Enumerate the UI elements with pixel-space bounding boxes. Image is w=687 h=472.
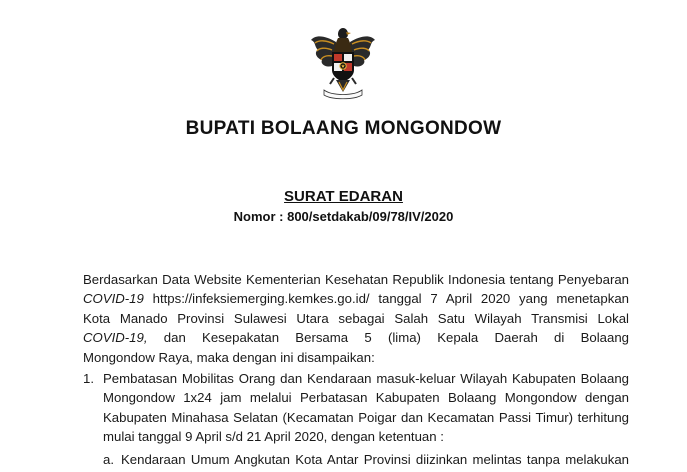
- text-line: Pembatasan Mobilitas Orang dan Kendaraan masuk-keluar Wilayah Kabupaten Bolaang: [103, 371, 629, 386]
- italic-term: COVID-19: [83, 291, 144, 307]
- text-segment: dan Kesepakatan Bersama 5 (lima) Kepala Daerah di Bolaang: [147, 330, 629, 346]
- text-line: mulai tanggal 9 April s/d 21 April 2020, dengan ketentuan :: [103, 429, 444, 445]
- garuda-emblem-icon: [310, 26, 376, 100]
- document-type-heading: SURAT EDARAN: [284, 188, 403, 205]
- italic-term: COVID-19,: [83, 330, 148, 346]
- text-line: Mongondow 1x24 jam melalui Perbatasan Kabupaten Bolaang Mongondow dengan: [103, 390, 629, 406]
- text-line: Kendaraan Umum Angkutan Kota Antar Provinsi diizinkan melintas tanpa melakukan: [121, 452, 629, 467]
- list-item: [103, 369, 629, 447]
- text-segment: https://infeksiemerging.kemkes.go.id/ tanggal 7 April 2020 yang menetapkan: [143, 291, 629, 307]
- issuer-title: BUPATI BOLAANG MONGONDOW: [185, 118, 502, 139]
- document-number: Nomor : 800/setdakab/09/78/IV/2020: [233, 209, 454, 224]
- text-line: Kota Manado Provinsi Sulawesi Utara sebagai Salah Satu Wilayah Transmisi Lokal: [83, 310, 629, 326]
- intro-paragraph: [83, 270, 629, 367]
- text-line: [83, 289, 629, 308]
- list-marker: 1.: [83, 371, 94, 386]
- text-line: [83, 328, 629, 347]
- text-line: Kabupaten Minahasa Selatan (Kecamatan Poigar dan Kecamatan Passi Timur) terhitung: [103, 409, 629, 425]
- text-line: Mongondow Raya, maka dengan ini disampaikan:: [83, 349, 375, 365]
- sublist-item: [121, 450, 629, 469]
- sublist-marker: a.: [103, 452, 114, 467]
- text-line: Berdasarkan Data Website Kementerian Kesehatan Republik Indonesia tentang Penyebaran: [83, 272, 629, 287]
